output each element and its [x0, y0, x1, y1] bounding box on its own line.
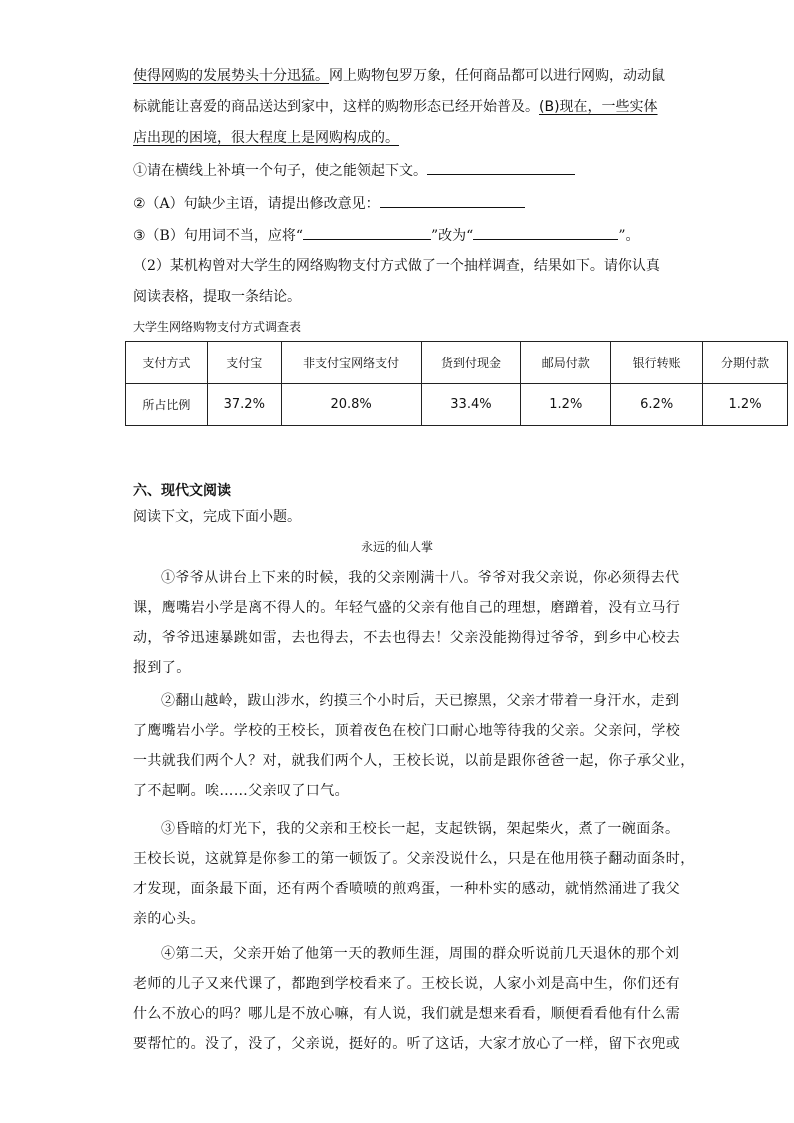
question-1	[133, 160, 575, 181]
question-4-line-1: （2）某机构曾对大学生的网络购物支付方式做了一个抽样调查，结果如下。请你认真	[133, 258, 660, 274]
paragraph-line: 一共就我们两个人？对，就我们两个人，王校长说，以前是跟你爸爸一起，你子承父业，	[133, 753, 695, 769]
question-3-text-c: ”。	[618, 228, 640, 244]
question-4-line-2: 阅读表格，提取一条结论。	[133, 289, 301, 305]
underlined-sentence-b: 现在，一些实体	[559, 99, 658, 115]
paragraph-line: 了不起啊。唉……父亲叹了口气。	[133, 783, 349, 799]
question-1-text: ①请在横线上补填一个句子，使之能领起下文。	[133, 163, 427, 179]
table-header-row	[126, 342, 788, 384]
paragraph-line: 才发现，面条最下面，还有两个香喷喷的煎鸡蛋，一种朴实的感动，就悄然涌进了我父	[133, 881, 681, 897]
table-row-label: 所占比例	[126, 384, 208, 426]
table-cell: 6.2%	[611, 384, 703, 426]
question-2-text: ②（A）句缺少主语，请提出修改意见：	[133, 196, 380, 212]
text-line-3	[133, 128, 399, 148]
b-marker: (B)	[539, 99, 560, 115]
essay-title: 永远的仙人掌	[360, 540, 433, 554]
paragraph-line: 要帮忙的。没了，没了，父亲说，挺好的。听了这话，大家才放心了一样，留下衣兜或	[133, 1036, 681, 1052]
table-header-cell: 支付宝	[207, 342, 281, 384]
paragraph-line: 亲的心头。	[133, 911, 205, 927]
question-3	[133, 225, 640, 246]
answer-blank-1[interactable]	[427, 160, 575, 175]
underlined-sentence-a: 使得网购的发展势头十分迅猛。	[133, 68, 329, 84]
table-cell: 1.2%	[521, 384, 611, 426]
table-cell: 1.2%	[703, 384, 788, 426]
table-header-cell: 分期付款	[703, 342, 788, 384]
paragraph-line: ③昏暗的灯光下，我的父亲和王校长一起，支起铁锅，架起柴火，煮了一碗面条。	[161, 821, 680, 837]
paragraph-line: 课，鹰嘴岩小学是离不得人的。年轻气盛的父亲有他自己的理想，磨蹭着，没有立马行	[133, 600, 681, 616]
text-span: 网上购物包罗万象，任何商品都可以进行网购，动动鼠	[329, 68, 665, 84]
paragraph-4	[133, 939, 681, 1059]
paragraph-2	[133, 686, 695, 806]
paragraph-3	[133, 814, 695, 934]
paragraph-line: 老师的儿子又来代课了，都跑到学校看来了。王校长说，人家小刘是高中生，你们还有	[133, 976, 681, 992]
text-span: 标就能让喜爱的商品送达到家中，这样的购物形态已经开始普及。	[133, 99, 539, 115]
question-2	[133, 193, 525, 214]
table-header-cell: 支付方式	[126, 342, 208, 384]
paragraph-line: 王校长说，这就算是你参工的第一顿饭了。父亲没说什么，只是在他用筷子翻动面条时，	[133, 851, 695, 867]
text-line-1	[133, 66, 665, 86]
table-title: 大学生网络购物支付方式调查表	[133, 320, 302, 334]
table-cell: 37.2%	[207, 384, 281, 426]
table-cell: 33.4%	[421, 384, 521, 426]
answer-blank-3a[interactable]	[303, 225, 431, 240]
table-header-cell: 非支付宝网络支付	[281, 342, 421, 384]
text-line-2	[133, 97, 658, 117]
paragraph-line: 了鹰嘴岩小学。学校的王校长，顶着夜色在校门口耐心地等待我的父亲。父亲问，学校	[133, 723, 681, 739]
section-heading: 六、现代文阅读	[133, 483, 231, 499]
paragraph-1	[133, 563, 681, 683]
paragraph-line: 动，爷爷迅速暴跳如雷，去也得去，不去也得去！父亲没能拗得过爷爷，到乡中心校去	[133, 630, 681, 646]
question-3-text-b: ”改为“	[431, 228, 474, 244]
answer-blank-3b[interactable]	[473, 225, 618, 240]
answer-blank-2[interactable]	[380, 193, 525, 208]
table-header-cell: 邮局付款	[521, 342, 611, 384]
paragraph-line: ④第二天，父亲开始了他第一天的教师生涯，周围的群众听说前几天退休的那个刘	[161, 946, 680, 962]
table-header-cell: 银行转账	[611, 342, 703, 384]
table-cell: 20.8%	[281, 384, 421, 426]
paragraph-line: 什么不放心的吗？哪儿是不放心嘛，有人说，我们就是想来看看，顺便看看他有什么需	[133, 1006, 681, 1022]
underlined-sentence-b-cont: 店出现的困境，很大程度上是网购构成的。	[133, 130, 399, 146]
table-header-cell: 货到付现金	[421, 342, 521, 384]
table-row	[126, 384, 788, 426]
paragraph-line: ②翻山越岭，跋山涉水，约摸三个小时后，天已擦黑，父亲才带着一身汗水，走到	[161, 693, 680, 709]
section-instruction: 阅读下文，完成下面小题。	[133, 509, 301, 525]
paragraph-line: 报到了。	[133, 660, 191, 676]
paragraph-line: ①爷爷从讲台上下来的时候，我的父亲刚满十八。爷爷对我父亲说，你必须得去代	[161, 570, 680, 586]
question-3-text-a: ③（B）句用词不当，应将“	[133, 228, 303, 244]
survey-table	[125, 341, 788, 426]
